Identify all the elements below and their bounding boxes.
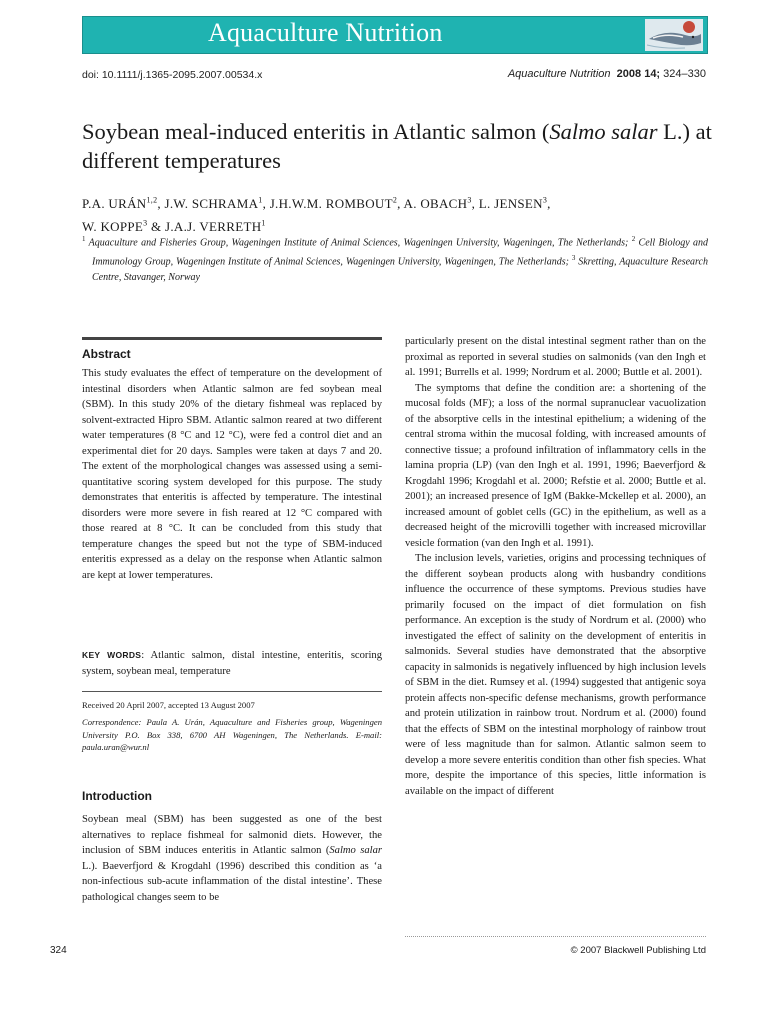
introduction-paragraph: Soybean meal (SBM) has been suggested as one of the best alternatives to replace fishmeal for salmonid diets. However, the inclusion of SBM induces enteritis in Atlantic salmon (Salmo salar L.). Baeverfjord & Krogdahl (1996) described this condition as ‘a non-infectious sub-acute inflammation of the distal intestine’. These pathological changes seem to be: [82, 814, 382, 903]
author-list: [82, 191, 712, 236]
author: A. OBACH$^3$,: [403, 196, 479, 212]
abstract-rule: [82, 337, 382, 340]
article-title: Soybean meal-induced enteritis in Atlantic salmon (Salmo salar L.) at different temperatures: [82, 119, 712, 173]
abstract-text: This study evaluates the effect of temperature on the development of intestinal disorders when Atlantic salmon are fed soybean meal (SBM). In this study 20% of the dietary fishmeal was replaced by solvent-extracted Hipro SBM. Atlantic salmon reared at two different water temperatures (8 °C and 12 °C), were fed a control diet and an experimental diet for 20 days. Samples were taken at days 7 and 20. The extent of the morphological changes was assessed using a semi-quantitative scoring system developed for this purpose. The study demonstrates that enteritis is affected by temperature. The intestinal disorders were more severe in fish reared at 12 °C compared with those reared at 8 °C. It can be concluded from this study that temperature changes the speed but not the type of SBM-induced enteritis expressed as a delay on the response when Atlantic salmon are kept at lower temperatures.: [82, 368, 382, 581]
divider: [82, 691, 382, 692]
right-column: [405, 334, 706, 799]
author: P.A. URÁN$^{1,2}$,: [82, 196, 165, 212]
paragraph: The inclusion levels, varieties, origins and processing techniques of the different soybean products along with husbandry conditions influence the occurrence of these symptoms. Previous studies have primarily focused on the impact of diet formulation on fish performance. An exception is the study of Nordrum et al. (2000) who investigated the effect of salinity on the development of enteritis in salmonids. Several studies have demonstrated that the absorptive capacity in salmonids is negatively influenced by high inclusion levels of SBM in the diet. Rumsey et al. (1994) suggested that antigenic soya protein affects non-specific defense mechanisms, growth performance and protein utilization in rainbow trout. Nordrum et al. (2000) found that the effects of SBM on the intestinal morphology of rainbow trout were of less magnitude than for salmon. Atlantic salmon seem to develop a more severe enteritis condition than other fish species. What more, despite the importance of this species, little information is available on the impact of different: [405, 553, 706, 797]
introduction-heading: Introduction: [82, 789, 152, 803]
keywords: [82, 648, 382, 679]
paragraph: The symptoms that define the condition are: a shortening of the mucosal folds (MF); a loss of the normal supranuclear vacuolization of the absorptive cells in the intestinal epithelium; a widening of the central stroma within the mucosal folding, with increased amounts of connective tissue; a profound infiltration of inflammatory cells in the lamina propria (LP) (van den Ingh et al. 1991, 1996; Baeverfjord & Krogdahl 1996; Krogdahl et al. 2000; Refstie et al. 2000; Buttle et al. 2001); an increased presence of IgM (Bakke-Mckellep et al. 2000), an increased amount of goblet cells (GC) in the epithelium, as well as a decreased height of the microvilli together with increased microvillar vesicle formation (van den Ingh et al. 1991).: [405, 382, 706, 549]
abstract-heading: Abstract: [82, 347, 131, 361]
year-volume: 2008 14;: [616, 68, 661, 80]
paragraph: particularly present on the distal intestinal segment rather than on the proximal as reported in several studies on salmonids (van den Ingh et al. 1991; Burrells et al. 1999; Nordrum et al. 2000; Buttle et al. 2001).: [405, 336, 706, 378]
correspondence: Correspondence: Paula A. Urán, Aquaculture and Fisheries group, Wageningen University P.O. Box 338, 6700 AH Wageningen, The Netherlands. E-mail: paula.uran@wur.nl: [82, 717, 382, 752]
keywords-label: KEY WORDS: [82, 650, 142, 660]
journal-name: Aquaculture Nutrition: [507, 68, 611, 80]
page-range: 324–330: [663, 68, 706, 80]
page-number: 324: [50, 945, 67, 956]
affiliations: $^1$ Aquaculture and Fisheries Group, Wageningen Institute of Animal Sciences, Wageningen University, Wageningen, The Netherlands; $^2$ Cell Biology and Immunology Group, Wageningen Institute of Animal Sciences, Wageningen University, Wageningen, The Netherlands; $^3$ Skretting, Aquaculture Research Centre, Stavanger, Norway: [82, 235, 709, 283]
journal-banner: [82, 16, 708, 54]
author: L. JENSEN$^3$,: [478, 196, 551, 212]
doi: doi: 10.1111/j.1365-2095.2007.00534.x: [82, 69, 263, 81]
author: J.H.W.M. ROMBOUT$^2$,: [269, 196, 404, 212]
footer-divider: [405, 936, 706, 937]
copyright: © 2007 Blackwell Publishing Ltd: [570, 945, 706, 956]
journal-banner-title: Aquaculture Nutrition: [208, 18, 443, 47]
author: J.A.J. VERRETH$^1$: [164, 218, 266, 234]
author: J.W. SCHRAMA$^1$,: [164, 196, 270, 212]
keywords-text: : Atlantic salmon, distal intestine, enteritis, scoring system, soybean meal, temperature: [82, 650, 383, 677]
received-date: Received 20 April 2007, accepted 13 August 2007: [82, 700, 255, 710]
author: W. KOPPE$^3$ &: [82, 218, 165, 234]
fish-logo-icon: [645, 19, 703, 51]
journal-citation: [508, 68, 706, 80]
